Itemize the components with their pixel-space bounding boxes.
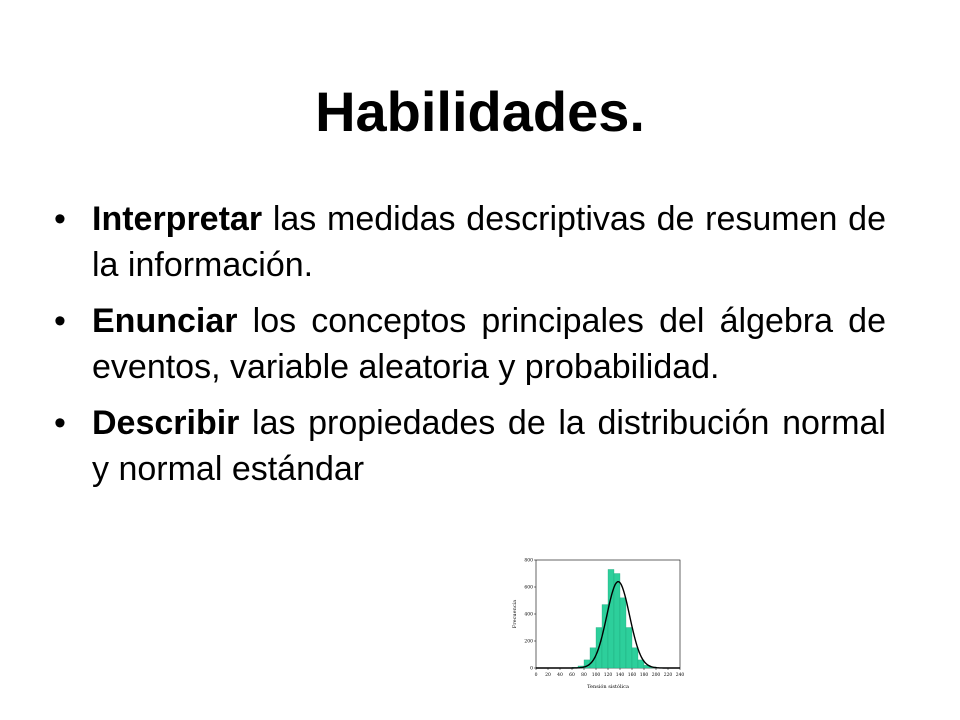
y-tick-label: 0 [530, 666, 533, 672]
x-tick-label: 80 [581, 673, 587, 678]
bullet-body: las propiedades de la distribución normal y normal estándar [92, 404, 886, 488]
histogram-bar [614, 574, 620, 669]
x-tick-label: 220 [663, 673, 673, 678]
bullet-dot-icon: • [54, 200, 66, 238]
bullet-list [54, 196, 886, 502]
bullet-item-interpretar [54, 196, 886, 288]
bullet-body: las medidas descriptivas de resumen de la información. [92, 200, 886, 284]
bullet-text [92, 400, 886, 492]
x-tick-label: 40 [557, 673, 563, 678]
bullet-keyword: Interpretar [92, 200, 263, 238]
bullet-text [92, 196, 886, 288]
x-tick-label: 60 [569, 673, 575, 678]
bullet-item-enunciar [54, 298, 886, 390]
histogram-figure [504, 552, 694, 702]
x-tick-label: 0 [534, 673, 538, 678]
bullet-text [92, 298, 886, 390]
y-tick-label: 400 [524, 612, 533, 618]
x-tick-label: 180 [639, 673, 649, 678]
histogram-bar [632, 648, 638, 668]
y-axis-label: Frecuencia [512, 599, 518, 629]
bullet-keyword: Describir [92, 404, 240, 442]
x-tick-label: 160 [627, 673, 637, 678]
y-tick-label: 600 [524, 585, 533, 591]
histogram-bar [620, 598, 626, 668]
x-tick-label: 240 [675, 673, 685, 678]
x-tick-label: 100 [591, 673, 601, 678]
histogram-bar [626, 628, 632, 669]
bullet-item-describir [54, 400, 886, 492]
x-axis-label: Tensión sistólica [587, 684, 629, 690]
slide-title: Habilidades. [315, 80, 645, 143]
x-tick-label: 140 [615, 673, 625, 678]
y-tick-label: 200 [524, 639, 533, 645]
histogram-chart [504, 552, 694, 702]
bullet-keyword: Enunciar [92, 302, 238, 340]
y-tick-label: 800 [524, 558, 533, 564]
x-tick-label: 200 [651, 673, 661, 678]
bullet-body: los conceptos principales del álgebra de eventos, variable aleatoria y probabilidad. [92, 302, 886, 386]
x-tick-label: 20 [545, 673, 551, 678]
bullet-dot-icon: • [54, 404, 66, 442]
bullet-dot-icon: • [54, 302, 66, 340]
histogram-bar [608, 569, 614, 668]
x-tick-label: 120 [603, 673, 613, 678]
